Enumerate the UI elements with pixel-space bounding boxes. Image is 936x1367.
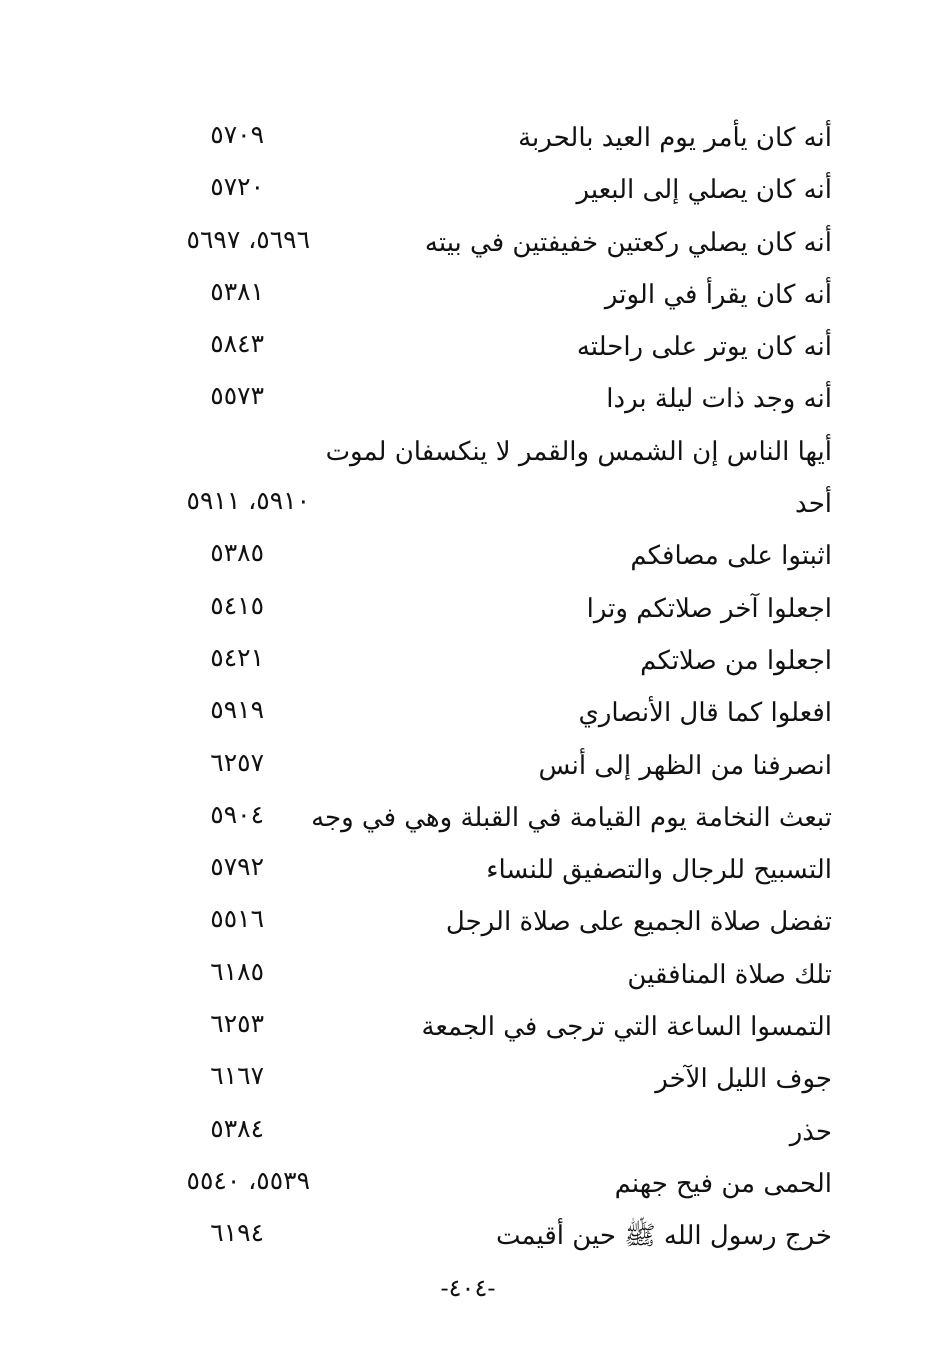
entry-phrase: اثبتوا على مصافكم	[630, 541, 832, 572]
index-entry	[0, 788, 936, 840]
entry-phrase: تلك صلاة المنافقين	[627, 959, 832, 990]
entry-refs: ٥٨٤٣	[210, 329, 264, 359]
entry-refs: ٥٣٨٤	[210, 1113, 264, 1143]
entry-refs: ٦١٩٤	[210, 1218, 264, 1248]
entry-phrase: تفضل صلاة الجميع على صلاة الرجل	[445, 907, 832, 938]
index-entry	[0, 108, 936, 160]
entry-phrase: اجعلوا آخر صلاتكم وترا	[586, 593, 832, 624]
page-number: -٤٠٤-	[440, 1274, 496, 1302]
hadith-index-list	[0, 108, 936, 1268]
index-entry	[0, 265, 936, 317]
entry-refs: ٥٩٠٤	[210, 799, 264, 829]
index-entry	[0, 213, 936, 265]
entry-refs: ٥٧٠٩	[210, 120, 264, 149]
entry-refs: ٥٩١٩	[210, 695, 264, 725]
entry-phrase: أنه كان يقرأ في الوتر	[604, 279, 832, 310]
index-entry	[0, 1049, 936, 1101]
index-entry	[0, 1154, 936, 1206]
entry-phrase: تبعث النخامة يوم القيامة في القبلة وهي في وجه	[311, 802, 832, 833]
entry-refs: ٥٤١٥	[210, 590, 264, 620]
entry-phrase: أنه وجد ذات ليلة بردا	[606, 384, 832, 415]
index-entry	[0, 1102, 936, 1154]
entry-phrase: الحمى من فيح جهنم	[614, 1168, 832, 1199]
index-entry	[0, 997, 936, 1049]
entry-phrase: اجعلوا من صلاتكم	[640, 645, 832, 676]
entry-phrase: التسبيح للرجال والتصفيق للنساء	[486, 855, 832, 886]
index-entry	[0, 892, 936, 944]
index-entry	[0, 526, 936, 578]
entry-refs: ٥٧٩٢	[210, 852, 264, 882]
index-entry	[0, 683, 936, 735]
entry-phrase: أنه كان يصلي ركعتين خفيفتين في بيته	[424, 227, 832, 258]
entry-phrase: التمسوا الساعة التي ترجى في الجمعة	[421, 1012, 832, 1043]
entry-refs: ٥٥١٦	[210, 904, 264, 934]
index-entry	[0, 317, 936, 369]
entry-phrase: افعلوا كما قال الأنصاري	[578, 698, 832, 729]
entry-refs: ٥٧٢٠	[210, 172, 264, 202]
entry-refs: ٦٢٥٣	[210, 1009, 264, 1039]
entry-phrase: جوف الليل الآخر	[655, 1064, 832, 1095]
entry-refs: ٥٥٣٩، ٥٥٤٠	[186, 1165, 310, 1195]
index-entry	[0, 945, 936, 997]
entry-phrase: أنه كان يوتر على راحلته	[576, 332, 832, 363]
entry-phrase: أحد	[795, 489, 832, 520]
index-entry	[0, 1206, 936, 1258]
index-entry	[0, 579, 936, 631]
entry-phrase: أنه كان يأمر يوم العيد بالحربة	[518, 123, 832, 153]
entry-refs: ٦٢٥٧	[210, 747, 264, 777]
index-entry	[0, 631, 936, 683]
entry-refs: ٥٩١٠، ٥٩١١	[186, 486, 310, 516]
entry-refs: ٦١٨٥	[210, 956, 264, 986]
entry-phrase: انصرفنا من الظهر إلى أنس	[538, 750, 832, 781]
index-entry	[0, 736, 936, 788]
entry-phrase: أنه كان يصلي إلى البعير	[576, 175, 832, 206]
index-entry	[0, 422, 936, 474]
index-entry	[0, 474, 936, 526]
entry-refs: ٦١٦٧	[210, 1061, 264, 1091]
entry-phrase: أيها الناس إن الشمس والقمر لا ينكسفان لموت	[325, 436, 832, 467]
entry-refs: ٥٥٧٣	[210, 381, 264, 411]
entry-refs: ٥٣٨١	[210, 276, 264, 306]
entry-refs: ٥٤٢١	[210, 642, 264, 672]
entry-refs: ٥٣٨٥	[210, 538, 264, 568]
index-entry	[0, 369, 936, 421]
entry-phrase: حذر	[789, 1116, 832, 1147]
entry-phrase: خرج رسول الله ﷺ حين أقيمت	[495, 1221, 832, 1252]
index-entry	[0, 160, 936, 212]
index-entry	[0, 840, 936, 892]
entry-refs: ٥٦٩٦، ٥٦٩٧	[186, 224, 310, 254]
